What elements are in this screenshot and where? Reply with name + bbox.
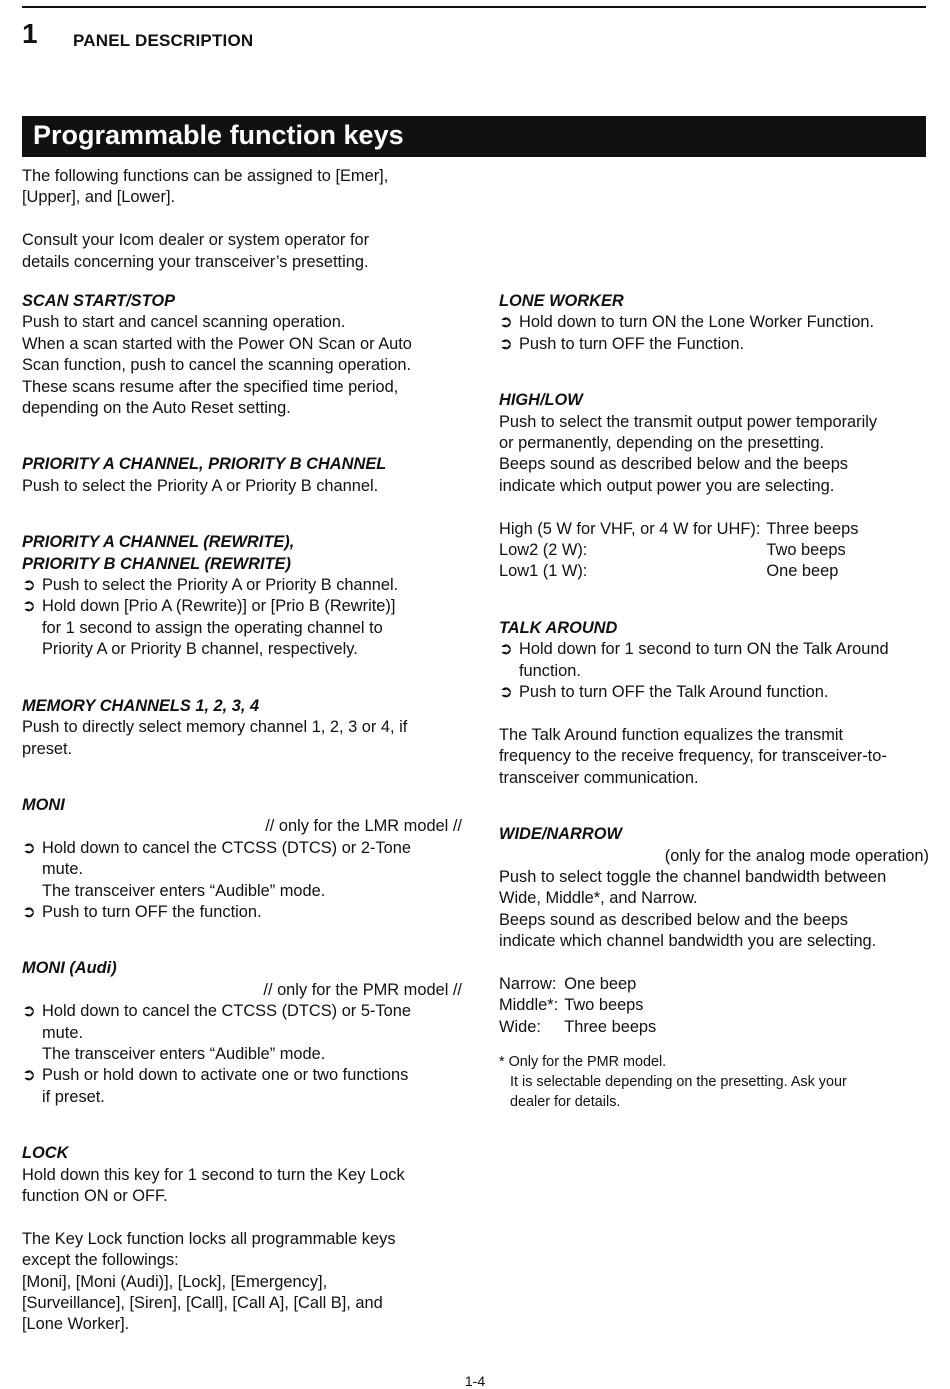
high-low-section xyxy=(499,390,929,583)
intro-line: [Upper], and [Lower]. xyxy=(22,188,176,207)
table-label: Low2 (2 W): xyxy=(499,541,588,560)
top-rule xyxy=(22,6,926,8)
table-value: Three beeps xyxy=(766,519,859,538)
body-line: Wide, Middle*, and Narrow. xyxy=(499,889,698,908)
bullet-text: for 1 second to assign the operating channel to xyxy=(42,618,383,637)
table-value: Three beeps xyxy=(564,1017,657,1036)
moni-heading: MONI xyxy=(22,795,65,814)
arrow-bullet-icon: ➲ xyxy=(22,838,36,857)
lone-worker-heading: LONE WORKER xyxy=(499,292,624,310)
bandwidth-beep-table xyxy=(499,974,656,1038)
body-line: or permanently, depending on the presetting. xyxy=(499,434,824,453)
body-line: [Lone Worker]. xyxy=(22,1315,130,1334)
intro-line: The following functions can be assigned to [Emer], xyxy=(22,167,389,185)
arrow-bullet-icon: ➲ xyxy=(22,1002,36,1021)
moni-audi-heading: MONI (Audi) xyxy=(22,959,117,978)
bullet-text: function. xyxy=(519,661,581,680)
scan-section xyxy=(22,291,462,419)
bullet-text: Hold down [Prio A (Rewrite)] or [Prio B (Rewrite)] xyxy=(42,597,396,616)
body-line: frequency to the receive frequency, for transceiver-to- xyxy=(499,747,887,766)
bullet-text: Hold down to cancel the CTCSS (DTCS) or 2-Tone xyxy=(42,838,411,857)
bullet-text: Priority A or Priority B channel, respectively. xyxy=(42,640,358,659)
priority-section xyxy=(22,454,462,497)
lone-worker-section xyxy=(499,291,929,355)
bullet-text: Push to select the Priority A or Priority B channel. xyxy=(42,576,399,595)
body-line: Push to directly select memory channel 1, 2, 3 or 4, if xyxy=(22,718,408,737)
table-value: One beep xyxy=(564,974,637,993)
moni-audi-section xyxy=(22,958,462,1108)
chapter-title: PANEL DESCRIPTION xyxy=(73,31,254,50)
bullet-text: mute. xyxy=(42,1023,83,1042)
bullet-text: if preset. xyxy=(42,1087,105,1106)
bullet-item xyxy=(22,1001,462,1065)
body-line: Push to select toggle the channel bandwidth between xyxy=(499,867,887,886)
body-line: The Key Lock function locks all programmable keys xyxy=(22,1229,396,1248)
bullet-text: Push to turn OFF the Function. xyxy=(519,334,745,353)
body-line: transceiver communication. xyxy=(499,768,699,787)
footnote xyxy=(499,1052,929,1112)
body-line: depending on the Auto Reset setting. xyxy=(22,399,291,418)
table-row xyxy=(499,1017,656,1038)
model-note: // only for the LMR model // xyxy=(265,817,462,836)
arrow-bullet-icon: ➲ xyxy=(499,334,513,353)
bullet-text: mute. xyxy=(42,860,83,879)
body-line: The Talk Around function equalizes the transmit xyxy=(499,725,844,744)
wide-narrow-section xyxy=(499,824,929,1112)
memory-heading: MEMORY CHANNELS 1, 2, 3, 4 xyxy=(22,696,260,715)
bullet-item xyxy=(499,639,929,682)
bullet-item xyxy=(499,312,929,333)
body-line: Hold down this key for 1 second to turn the Key Lock xyxy=(22,1165,405,1184)
table-row xyxy=(499,540,858,561)
talk-around-section xyxy=(499,618,929,789)
table-row xyxy=(499,561,858,582)
left-column xyxy=(22,291,462,1336)
body-line: except the followings: xyxy=(22,1251,179,1270)
intro-line: Consult your Icom dealer or system operator for xyxy=(22,231,370,250)
body-line: function ON or OFF. xyxy=(22,1187,168,1205)
memory-section xyxy=(22,696,462,760)
lock-heading: LOCK xyxy=(22,1144,69,1163)
intro xyxy=(22,166,462,273)
wide-narrow-heading: WIDE/NARROW xyxy=(499,825,622,844)
body-line: These scans resume after the specified time period, xyxy=(22,377,399,396)
scan-heading: SCAN START/STOP xyxy=(22,292,175,310)
bullet-item xyxy=(22,1065,462,1108)
section-title: Programmable function keys xyxy=(33,120,404,150)
table-row xyxy=(499,974,656,995)
section-banner xyxy=(22,116,926,157)
bullet-text: Hold down to turn ON the Lone Worker Function. xyxy=(519,313,875,332)
table-label: Narrow: xyxy=(499,974,557,993)
body-line: Push to select the transmit output power temporarily xyxy=(499,412,878,431)
body-line: indicate which channel bandwidth you are selecting. xyxy=(499,932,877,951)
bullet-text: Hold down to cancel the CTCSS (DTCS) or 5-Tone xyxy=(42,1002,411,1021)
right-column xyxy=(499,291,929,1112)
footnote-line: It is selectable depending on the presetting. Ask your xyxy=(510,1074,847,1091)
bullet-item xyxy=(22,575,462,596)
bullet-text: Push or hold down to activate one or two functions xyxy=(42,1066,409,1085)
model-note: // only for the PMR model // xyxy=(263,980,462,999)
arrow-bullet-icon: ➲ xyxy=(22,1066,36,1085)
power-beep-table xyxy=(499,519,858,583)
bullet-text: Push to turn OFF the Talk Around function. xyxy=(519,683,829,702)
lock-section xyxy=(22,1143,462,1336)
table-row xyxy=(499,995,656,1016)
bullet-text: Hold down for 1 second to turn ON the Talk Around xyxy=(519,640,889,659)
bullet-item xyxy=(499,334,929,355)
body-line: [Surveillance], [Siren], [Call], [Call A], [Call B], and xyxy=(22,1294,383,1313)
intro-line: details concerning your transceiver’s presetting. xyxy=(22,252,369,271)
body-line: Scan function, push to cancel the scanning operation. xyxy=(22,356,412,375)
table-value: Two beeps xyxy=(564,996,644,1015)
body-line: When a scan started with the Power ON Scan or Auto xyxy=(22,334,412,353)
body-line: Beeps sound as described below and the beeps xyxy=(499,910,849,929)
arrow-bullet-icon: ➲ xyxy=(499,313,513,332)
body-line: preset. xyxy=(22,739,73,758)
footnote-line: dealer for details. xyxy=(510,1094,621,1111)
bullet-text: Push to turn OFF the function. xyxy=(42,902,262,921)
priority-rewrite-heading: PRIORITY B CHANNEL (REWRITE) xyxy=(22,554,291,573)
arrow-bullet-icon: ➲ xyxy=(499,683,513,702)
table-row xyxy=(499,519,858,540)
bullet-text: The transceiver enters “Audible” mode. xyxy=(42,1044,326,1063)
priority-heading: PRIORITY A CHANNEL, PRIORITY B CHANNEL xyxy=(22,455,387,474)
body-line: Push to select the Priority A or Priority B channel. xyxy=(22,476,379,495)
bullet-item xyxy=(22,902,462,923)
table-value: One beep xyxy=(766,562,839,581)
priority-rewrite-heading: PRIORITY A CHANNEL (REWRITE), xyxy=(22,533,295,552)
arrow-bullet-icon: ➲ xyxy=(22,902,36,921)
arrow-bullet-icon: ➲ xyxy=(22,597,36,616)
footnote-line: * Only for the PMR model. xyxy=(499,1054,667,1071)
chapter-number: 1 xyxy=(22,18,38,49)
table-label: High (5 W for VHF, or 4 W for UHF): xyxy=(499,519,761,538)
body-line: Beeps sound as described below and the beeps xyxy=(499,455,849,474)
priority-rewrite-section xyxy=(22,532,462,660)
high-low-heading: HIGH/LOW xyxy=(499,391,583,410)
table-value: Two beeps xyxy=(766,541,846,560)
arrow-bullet-icon: ➲ xyxy=(499,640,513,659)
table-label: Wide: xyxy=(499,1017,541,1036)
mode-note: (only for the analog mode operation) xyxy=(664,846,929,865)
body-line: [Moni], [Moni (Audi)], [Lock], [Emergency], xyxy=(22,1272,328,1291)
bullet-item xyxy=(22,838,462,902)
arrow-bullet-icon: ➲ xyxy=(22,576,36,595)
moni-section xyxy=(22,795,462,923)
table-label: Low1 (1 W): xyxy=(499,562,588,581)
body-line: indicate which output power you are selecting. xyxy=(499,476,835,495)
talk-around-heading: TALK AROUND xyxy=(499,618,618,637)
page-number: 1-4 xyxy=(464,1373,486,1389)
bullet-text: The transceiver enters “Audible” mode. xyxy=(42,881,326,900)
bullet-item xyxy=(22,596,462,660)
table-label: Middle*: xyxy=(499,996,559,1015)
bullet-item xyxy=(499,682,929,703)
body-line: Push to start and cancel scanning operation. xyxy=(22,313,346,332)
